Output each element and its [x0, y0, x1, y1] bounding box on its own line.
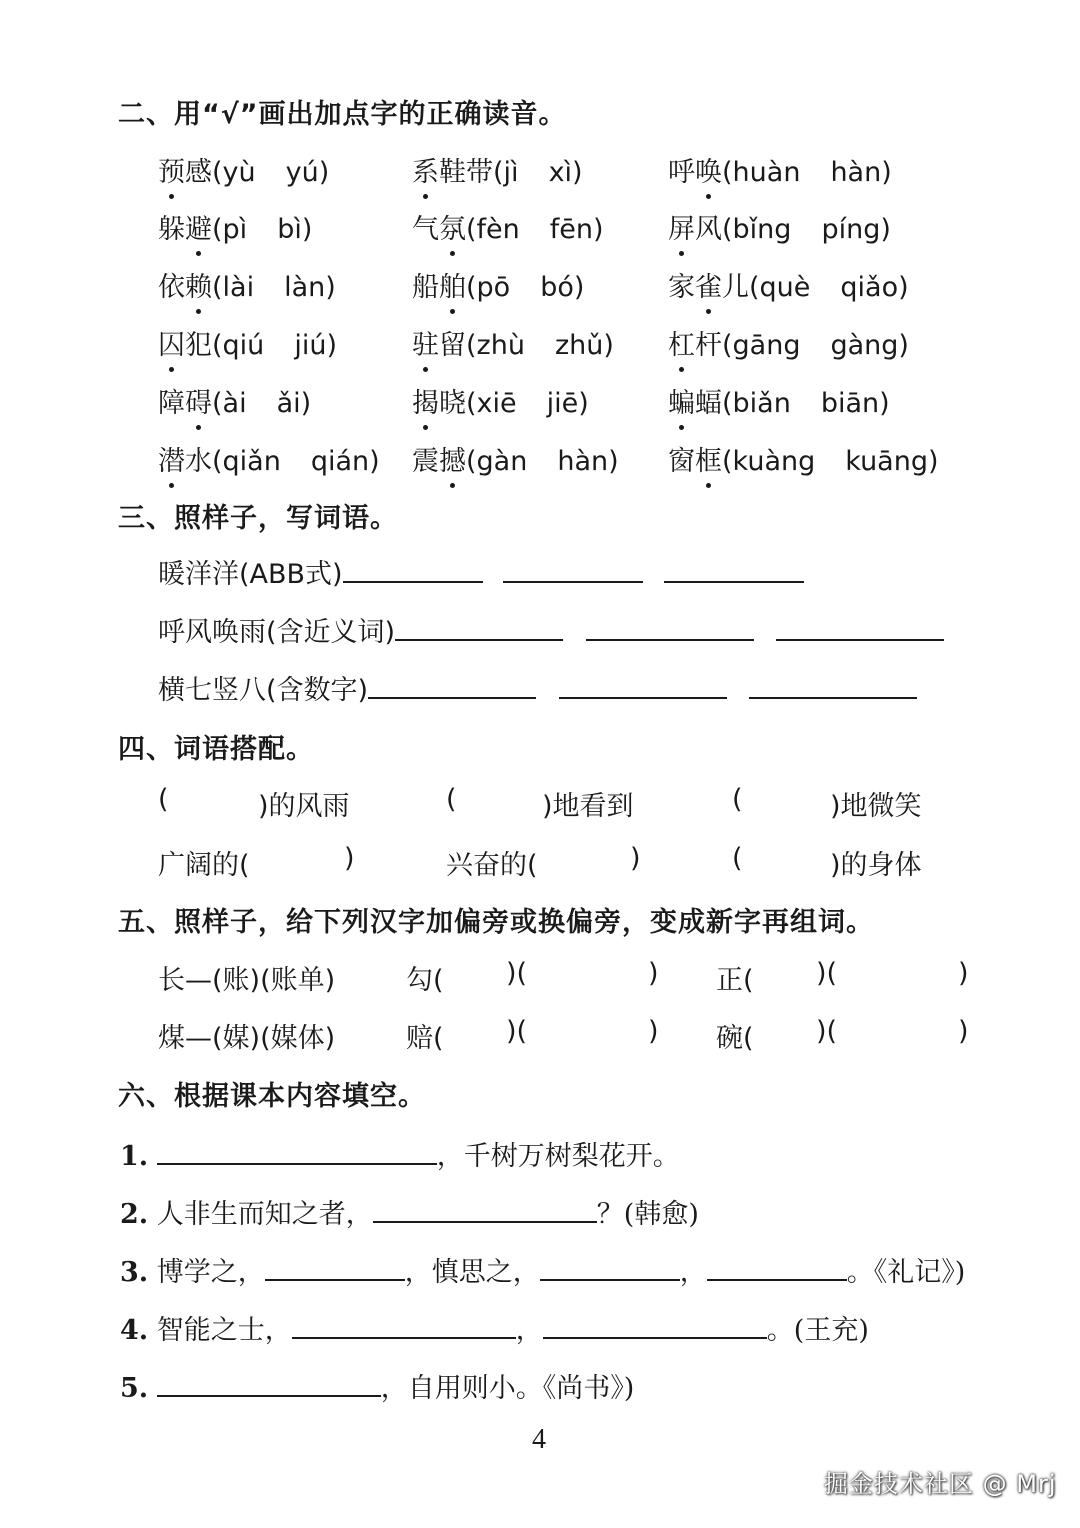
pinyin-option-1[interactable]: qiú	[222, 330, 265, 361]
word-char: 窗	[668, 446, 695, 477]
pinyin-option-1[interactable]: lài	[222, 272, 255, 303]
pinyin-option-1[interactable]: gāng	[732, 330, 801, 361]
collocation-text: 广阔的(	[158, 850, 250, 881]
pinyin-option-1[interactable]: xiē	[476, 388, 517, 419]
word-char: 儿	[722, 272, 749, 303]
pinyin-option-1[interactable]: gàn	[476, 446, 528, 477]
pinyin-options: (lài làn)	[212, 272, 336, 303]
question-text: ，	[679, 1257, 707, 1288]
word-char: 风	[695, 214, 722, 245]
pinyin-item	[668, 265, 909, 304]
word-char: 晓	[439, 388, 466, 419]
word-char: 带	[466, 157, 493, 188]
example-text: 长—(账)(账单)	[158, 965, 336, 996]
section-2-title: 二、用“√”画出加点字的正确读音。	[118, 99, 567, 130]
pinyin-option-1[interactable]: kuàng	[732, 446, 816, 477]
pinyin-option-2[interactable]: fēn	[549, 214, 594, 245]
pinyin-options: (ài ǎi)	[212, 388, 312, 419]
radical-char: 正(	[716, 965, 754, 996]
question-text: ，慎思之，	[404, 1257, 540, 1288]
pinyin-option-2[interactable]: píng	[821, 214, 881, 245]
word-char: 障	[158, 388, 185, 419]
pinyin-item	[668, 381, 890, 420]
answer-blank[interactable]	[368, 673, 536, 699]
pinyin-option-2[interactable]: yú	[285, 157, 319, 188]
answer-blank[interactable]	[586, 615, 754, 641]
dotted-char: 屏	[668, 207, 695, 246]
pinyin-options: (xiē jiē)	[466, 388, 589, 419]
word-char: 依	[158, 272, 185, 303]
word-char: 气	[412, 214, 439, 245]
word-char: 鞋	[439, 157, 466, 188]
pinyin-option-2[interactable]: làn	[284, 272, 326, 303]
dotted-char: 氛	[439, 207, 466, 246]
answer-blank[interactable]	[776, 615, 944, 641]
pinyin-option-1[interactable]: huàn	[732, 157, 801, 188]
dotted-char: 潜	[158, 439, 185, 478]
pinyin-option-1[interactable]: qiǎn	[222, 446, 281, 477]
pinyin-options: (bǐng píng)	[722, 214, 891, 245]
fill-question-3	[120, 1250, 965, 1289]
dotted-char: 揭	[412, 381, 439, 420]
dotted-char: 赖	[185, 265, 212, 304]
pinyin-option-2[interactable]: jiē	[546, 388, 579, 419]
question-number: 4.	[120, 1315, 149, 1346]
answer-blank[interactable]	[157, 1139, 437, 1165]
pinyin-item	[668, 323, 909, 362]
word-char: 躲	[158, 214, 185, 245]
pinyin-option-1[interactable]: què	[759, 272, 811, 303]
question-text: 。(王充)	[766, 1315, 869, 1346]
dotted-char: 撼	[439, 439, 466, 478]
radical-char: 碗(	[716, 1023, 754, 1054]
question-text: ，自用则小。《尚书》)	[380, 1373, 635, 1404]
word-char: 蝠	[695, 388, 722, 419]
pinyin-option-2[interactable]: biān	[820, 388, 880, 419]
word-char: 船	[412, 272, 439, 303]
collocation-text: )地微笑	[830, 791, 922, 822]
pinyin-option-1[interactable]: ài	[222, 388, 247, 419]
pinyin-options: (jì xì)	[493, 157, 583, 188]
word-char: 杆	[695, 330, 722, 361]
page-number: 4	[532, 1424, 546, 1455]
word-char: 震	[412, 446, 439, 477]
question-text: 智能之士，	[156, 1315, 292, 1346]
section-6-title: 六、根据课本内容填空。	[118, 1081, 426, 1112]
word-char: 呼	[668, 157, 695, 188]
answer-blank[interactable]	[664, 557, 804, 583]
word-prompt: 横七竖八(含数字)	[158, 675, 369, 706]
dotted-char: 碍	[185, 381, 212, 420]
paren-pair: )(	[506, 1016, 528, 1047]
pinyin-options: (yù yú)	[212, 157, 330, 188]
pinyin-option-2[interactable]: bó	[540, 272, 574, 303]
pinyin-item	[668, 439, 939, 478]
pinyin-option-2[interactable]: xì	[548, 157, 573, 188]
paren-pair: )(	[506, 958, 528, 989]
answer-blank[interactable]	[749, 673, 917, 699]
section-3-title: 三、照样子，写词语。	[118, 503, 398, 534]
pinyin-item	[412, 381, 589, 420]
pinyin-option-1[interactable]: jì	[503, 157, 519, 188]
pinyin-option-2[interactable]: qián	[310, 446, 370, 477]
dotted-char: 唤	[695, 150, 722, 189]
pinyin-item	[412, 439, 619, 478]
pinyin-item	[158, 150, 329, 189]
pinyin-item	[158, 439, 380, 478]
paren-close: )	[958, 958, 969, 989]
paren-open: (	[732, 843, 743, 874]
word-row-1	[158, 552, 804, 591]
pinyin-options: (pō bó)	[466, 272, 585, 303]
fill-question-2	[120, 1192, 699, 1231]
pinyin-option-1[interactable]: pō	[476, 272, 511, 303]
pinyin-item	[412, 265, 584, 304]
dotted-char: 框	[695, 439, 722, 478]
pinyin-item	[158, 323, 337, 362]
answer-blank[interactable]	[373, 1197, 597, 1223]
collocation-text: )的身体	[830, 850, 922, 881]
word-prompt: 呼风唤雨(含近义词)	[158, 617, 396, 648]
pinyin-option-2[interactable]: gàng	[830, 330, 899, 361]
paren-pair: )(	[816, 958, 838, 989]
dotted-char: 预	[158, 150, 185, 189]
answer-blank[interactable]	[559, 673, 727, 699]
question-text: 人非生而知之者，	[156, 1199, 373, 1230]
question-number: 5.	[120, 1373, 149, 1404]
pinyin-item	[158, 381, 311, 420]
pinyin-option-1[interactable]: bǐng	[732, 214, 792, 245]
pinyin-option-1[interactable]: fèn	[476, 214, 520, 245]
dotted-char: 避	[185, 207, 212, 246]
dotted-char: 雀	[695, 265, 722, 304]
radical-char: 勾(	[406, 965, 444, 996]
pinyin-options: (biǎn biān)	[722, 388, 890, 419]
paren-close: )	[958, 1016, 969, 1047]
answer-blank[interactable]	[395, 615, 563, 641]
pinyin-option-1[interactable]: yù	[222, 157, 256, 188]
pinyin-item	[412, 207, 604, 246]
pinyin-options: (gàn hàn)	[466, 446, 619, 477]
question-text: 博学之，	[156, 1257, 265, 1288]
pinyin-option-1[interactable]: pì	[222, 214, 248, 245]
pinyin-option-1[interactable]: biǎn	[732, 388, 791, 419]
dotted-char: 系	[412, 150, 439, 189]
radical-char: 赔(	[406, 1023, 444, 1054]
word-char: 感	[185, 157, 212, 188]
word-char: 水	[185, 446, 212, 477]
answer-blank[interactable]	[265, 1255, 405, 1281]
pinyin-option-2[interactable]: ǎi	[276, 388, 301, 419]
pinyin-options: (zhù zhǔ)	[466, 330, 614, 361]
pinyin-options: (qiǎn qián)	[212, 446, 380, 477]
word-row-2	[158, 610, 944, 649]
word-char: 留	[439, 330, 466, 361]
collocation-text: )地看到	[542, 791, 634, 822]
pinyin-option-2[interactable]: hàn	[557, 446, 609, 477]
answer-blank[interactable]	[707, 1255, 847, 1281]
pinyin-option-2[interactable]: qiǎo	[840, 272, 899, 303]
pinyin-item	[158, 207, 312, 246]
question-text: ，	[515, 1315, 543, 1346]
dotted-char: 舶	[439, 265, 466, 304]
pinyin-option-2[interactable]: bì	[277, 214, 302, 245]
paren-close: )	[344, 843, 355, 874]
section-5-title: 五、照样子，给下列汉字加偏旁或换偏旁，变成新字再组词。	[118, 907, 874, 938]
answer-blank[interactable]	[157, 1371, 381, 1397]
question-text: 。《礼记》)	[846, 1257, 966, 1288]
dotted-char: 杠	[668, 323, 695, 362]
pinyin-options: (fèn fēn)	[466, 214, 604, 245]
word-char: 犯	[185, 330, 212, 361]
fill-question-1	[120, 1134, 680, 1173]
pinyin-item	[412, 323, 614, 362]
paren-pair: )(	[816, 1016, 838, 1047]
watermark: 掘金技术社区 @ Mrj	[824, 1470, 1057, 1498]
pinyin-options: (què qiǎo)	[749, 272, 909, 303]
word-row-3	[158, 668, 917, 707]
answer-blank[interactable]	[503, 557, 643, 583]
paren-close: )	[648, 1016, 659, 1047]
fill-question-4	[120, 1308, 869, 1347]
pinyin-options: (huàn hàn)	[722, 157, 892, 188]
pinyin-item	[668, 207, 891, 246]
pinyin-item	[412, 150, 583, 189]
pinyin-options: (pì bì)	[212, 214, 313, 245]
question-number: 1.	[120, 1141, 149, 1172]
section-4-title: 四、词语搭配。	[118, 734, 314, 765]
pinyin-options: (gāng gàng)	[722, 330, 909, 361]
word-char: 家	[668, 272, 695, 303]
answer-blank[interactable]	[540, 1255, 680, 1281]
paren-close: )	[630, 843, 641, 874]
paren-close: )	[648, 958, 659, 989]
fill-question-5	[120, 1366, 634, 1405]
dotted-char: 囚	[158, 323, 185, 362]
pinyin-option-2[interactable]: jiú	[294, 330, 327, 361]
question-number: 3.	[120, 1257, 149, 1288]
pinyin-options: (kuàng kuāng)	[722, 446, 939, 477]
paren-open: (	[158, 784, 169, 815]
pinyin-item	[668, 150, 892, 189]
collocation-text: 兴奋的(	[446, 850, 538, 881]
pinyin-options: (qiú jiú)	[212, 330, 337, 361]
example-text: 煤—(媒)(媒体)	[158, 1023, 336, 1054]
collocation-text: )的风雨	[258, 791, 350, 822]
answer-blank[interactable]	[292, 1313, 516, 1339]
paren-open: (	[732, 784, 743, 815]
paren-open: (	[446, 784, 457, 815]
question-number: 2.	[120, 1199, 149, 1230]
pinyin-option-2[interactable]: zhǔ	[554, 330, 604, 361]
question-text: ？(韩愈)	[596, 1199, 699, 1230]
dotted-char: 蝙	[668, 381, 695, 420]
pinyin-option-1[interactable]: zhù	[476, 330, 525, 361]
dotted-char: 驻	[412, 323, 439, 362]
pinyin-option-2[interactable]: hàn	[830, 157, 882, 188]
question-text: ，千树万树梨花开。	[436, 1141, 680, 1172]
pinyin-option-2[interactable]: kuāng	[845, 446, 928, 477]
answer-blank[interactable]	[543, 1313, 767, 1339]
pinyin-item	[158, 265, 336, 304]
answer-blank[interactable]	[343, 557, 483, 583]
word-prompt: 暖洋洋(ABB式)	[158, 559, 343, 590]
